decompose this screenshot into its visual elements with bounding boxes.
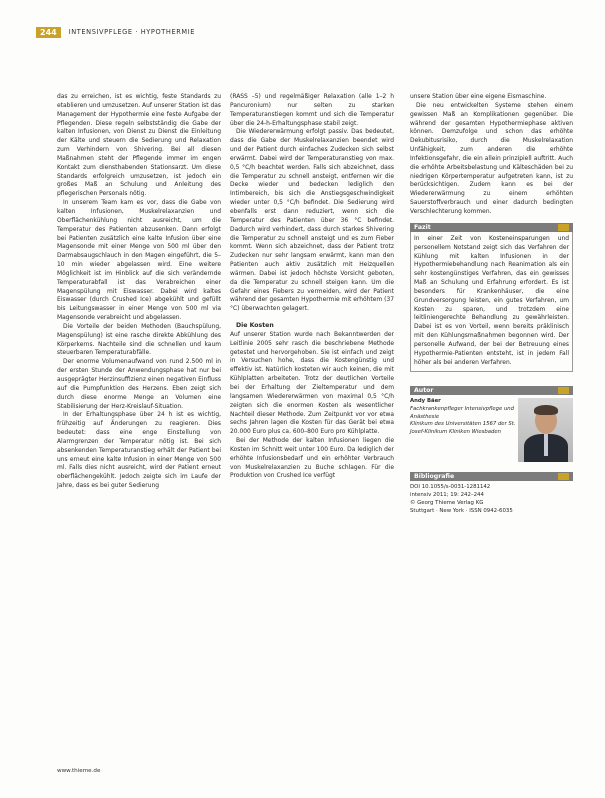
author-role: Fachkrankenpfleger Intensivpflege und Anästhesie: [410, 406, 515, 420]
paragraph: (RASS –5) und regelmäßiger Relaxation (alle 1–2 h Pancuronium) nur selten zu starken Temperaturanstiegen kommt und sich die Temperatur über die 24-h-Erhaltungsphase stabil zeigt.: [230, 93, 394, 127]
author-details: [410, 398, 518, 462]
fazit-label: Fazit: [414, 223, 431, 231]
bibliography-line: DOI 10.1055/s-0031-1281142: [410, 484, 491, 491]
accent-square-icon: [558, 387, 569, 394]
accent-square-icon: [558, 473, 569, 480]
bibliography-line: Stuttgart · New York · ISSN 0942-6035: [410, 507, 513, 514]
page-number: 244: [36, 27, 61, 38]
author-label-bar: [410, 386, 573, 395]
author-location: Klinikum des Universitäten 1567 der St. Josef-Klinikum Kliniken Wiesbaden: [410, 421, 516, 435]
paragraph: In der Erhaltungsphase über 24 h ist es wichtig, frühzeitig auf Änderungen zu reagieren. Dies bedeutet: dass eine enge Einstellung von Alarmgrenzen der Temperatur nötig ist. Bei sich absenkenden Temperaturanstieg erhält der Patient bei uns erneut eine kalte Infusion in einer Menge von 500 ml. Falls dies nicht ausreicht, wird der Patient erneut oberflächengekühlt. Jedoch zeigte sich im Laufe der Jahre, dass es bei guter Sedierung: [57, 411, 221, 490]
bibliography-label-bar: [410, 472, 573, 481]
paragraph: das zu erreichen, ist es wichtig, feste Standards zu etablieren und umzusetzen. Auf unserer Station ist das Management der Hypothermie eine feste Aufgabe der Pflegenden. Diese regeln selbstständig die Gabe der kalten Infusionen, von Dienst zu Dienst die Einleitung der Kälte und steuern die Sedierung und Relaxation zum Verhindern von Shivering. Bei all diesen Maßnahmen steht der Pflegende immer im engen Kontakt zum diensthabenden Stationsarzt. Um diese Standards erfolgreich umzusetzen, ist jedoch ein großes Maß an Schulung und Anleitung des pflegerischen Personals nötig.: [57, 93, 221, 198]
paragraph: Auf unserer Station wurde nach Bekanntwerden der Leitlinie 2005 sehr rasch die beschriebene Methode getestet und hervorgehoben. Sie ist einfach und zeigt in Versuchen hohe, dass die Kostengünstig und effektiv ist. Natürlich kosteten wir auch keinen, die mit Kühlplatten arbeiteten. Trotz der deutlichen Vorteile bei der Erhaltung der Zieltemperatur und dem langsamen Wiedererwärmen von maximal 0,5 °C/h zeigten sich die enormen Kosten als wesentlicher Nachteil dieser Methode. Zum Zeitpunkt vor vor etwa sechs Jahren lagen die Kosten für das Gerät bei etwa 20.000 Euro plus ca. 600–800 Euro pro Kühlplatte.: [230, 330, 394, 436]
paragraph: Die Vorteile der beiden Methoden (Bauchspülung, Magenspülung) ist eine rasche direkte Abkühlung des Körperkerns. Nachteile sind die schnellen und kaum steuerbaren Temperaturabfälle.: [57, 322, 221, 357]
bibliography-line: intensiv 2011; 19: 242–244: [410, 492, 484, 499]
column-3: [410, 93, 573, 516]
column-1: [57, 93, 221, 491]
footer-url: www.thieme.de: [57, 768, 101, 774]
bibliography-label: Bibliografie: [414, 473, 455, 481]
running-title: INTENSIVPFLEGE · HYPOTHERMIE: [68, 28, 196, 36]
section-heading: Die Kosten: [236, 322, 274, 330]
bibliography-line: © Georg Thieme Verlag KG: [410, 500, 484, 507]
paragraph: Die neu entwickelten Systeme stehen einem gewissen Maß an Komplikationen gegenüber. Die während der gesamten Hypothermiephase aktiven können. Demzufolge und schon das erhöhte Dekubitusrisiko, durch die Muskelrelaxation Unfähigkeit, zum anderen die erhöhte Infektionsgefahr, die ein allein prinzipiell auftritt. Auch die erhöhte Arbeitsbelastung und Kälteschäden bei zu niedrigen Körpertemperatur aufgetreten kann, ist zu berücksichtigen. Zudem kann es bei der Wiedererwärmung zu einem erhöhten Sauerstoffverbrauch und einer dadurch bedingten Verschlechterung kommen.: [410, 101, 573, 215]
paragraph: Die Wiedererwärmung erfolgt passiv. Das bedeutet, dass die Gabe der Muskelrelaxanzien beendet wird und der Patient durch einfaches Zudecken sich selbst erwärmt. Dabei wird der Temperaturanstieg von max. 0,5 °C/h beachtet werden. Falls sich abzeichnet, dass die Temperatur zu schnell ansteigt, entfernen wir die Decke wieder und bedecken lediglich den Intimbereich, bis sich die Anstiegsgeschwindigkeit wieder unter 0,5 °C/h befindet. Die Sedierung wird ebenfalls erst dann reduziert, wenn sich die Temperatur des Patienten über 36 °C befindet. Dadurch wird verhindert, dass durch starkes Shivering die Temperatur zu schnell ansteigt und es zum Fieber kommt. Wenn sich abzeichnet, dass der Patient trotz Zudecken nur sehr langsam erwärmt, kann man den Patienten auch aktiv zusätzlich mit Heizquellen wärmen. Dabei ist jedoch höchste Vorsicht geboten, da die Temperatur zu schnell steigen kann. Um die Gefahr eines Fiebers zu vermeiden, wird der Patient während der gesamten Hypothermie mit erhöhtem (37 °C) überwachten gelagert.: [230, 128, 394, 313]
bibliography-box: [410, 472, 573, 515]
column-2: [230, 93, 394, 481]
paragraph: Der enorme Volumenaufwand von rund 2.500 ml in der ersten Stunde der Anwendungsphase hat nur bei ausgeprägter Herzinsuffizienz einen negativen Einfluss auf die Pumpfunktion des Herzens. Eben zeigt sich durch diese enorme Menge an Volumen eine Stabilisierung der Herz-Kreislauf-Situation.: [57, 358, 221, 410]
author-label: Autor: [414, 387, 434, 395]
fazit-text: In einer Zeit von Kosteneinsparungen und personellem Notstand zeigt sich das Verfahren der Kühlung mit kalten Infusionen in der Hypothermiebehandlung nach Reanimation als ein sehr kostengünstiges Verfahren, das ein gewisses Maß an Schulung und Erfahrung erfordert. Es ist besonders für Krankenhäuser, die eine Grundversorgung leisten, ein gutes Verfahren, um Kosten zu sparen, und trotzdem eine leitliniengerechte Behandlung zu gewährleisten. Dabei ist es von Vorteil, wenn bereits präklinisch mit den Kühlungsmaßnahmen begonnen wird. Der personelle Aufwand, der bei der Betreuung eines Hypothermie-Patienten entsteht, ist in jedem Fall höher als bei anderen Verfahren.: [414, 234, 569, 366]
accent-square-icon: [558, 224, 569, 231]
author-box: [410, 386, 573, 462]
fazit-label-bar: [410, 223, 573, 232]
author-name: Andy Bäer: [410, 398, 441, 405]
author-photo: [518, 398, 573, 462]
page-header: [36, 26, 195, 38]
paragraph: Bei der Methode der kalten Infusionen liegen die Kosten im Schnitt weit unter 100 Euro. Da lediglich der erhöhte Infusionsbedarf und ein erhöhter Verbrauch von Muskelrelaxanzien zu Buche schlagen. Für die Produktion von Crushed Ice verfügt: [230, 437, 394, 480]
paragraph: unsere Station über eine eigene Eismaschine.: [410, 93, 547, 100]
paragraph: In unserem Team kam es vor, dass die Gabe von kalten Infusionen, Muskelrelaxanzien und Oberflächenkühlung nicht ausreicht, um die Temperatur des Patienten abzusenken. Dann erfolgt bei Patienten zusätzlich eine kalte Infusion über eine Magensonde mit einer Menge von 500 ml über den Darmabsaugschlauch in den Magen eingeführt, die 5–10 min wieder abgelassen wird. Eine weitere Möglichkeit ist im Hinblick auf die sich verändernde Temperaturabfall ist das Verabreichen einer Magenspülung mit Eiswasser. Dabei wird kaltes Eiswasser (durch Crushed Ice) abgekühlt und gefüllt bis Leitungswasser in einer Menge von 500 ml via Magensonde verabreicht und abgelassen.: [57, 199, 221, 322]
fazit-box: [410, 223, 573, 373]
